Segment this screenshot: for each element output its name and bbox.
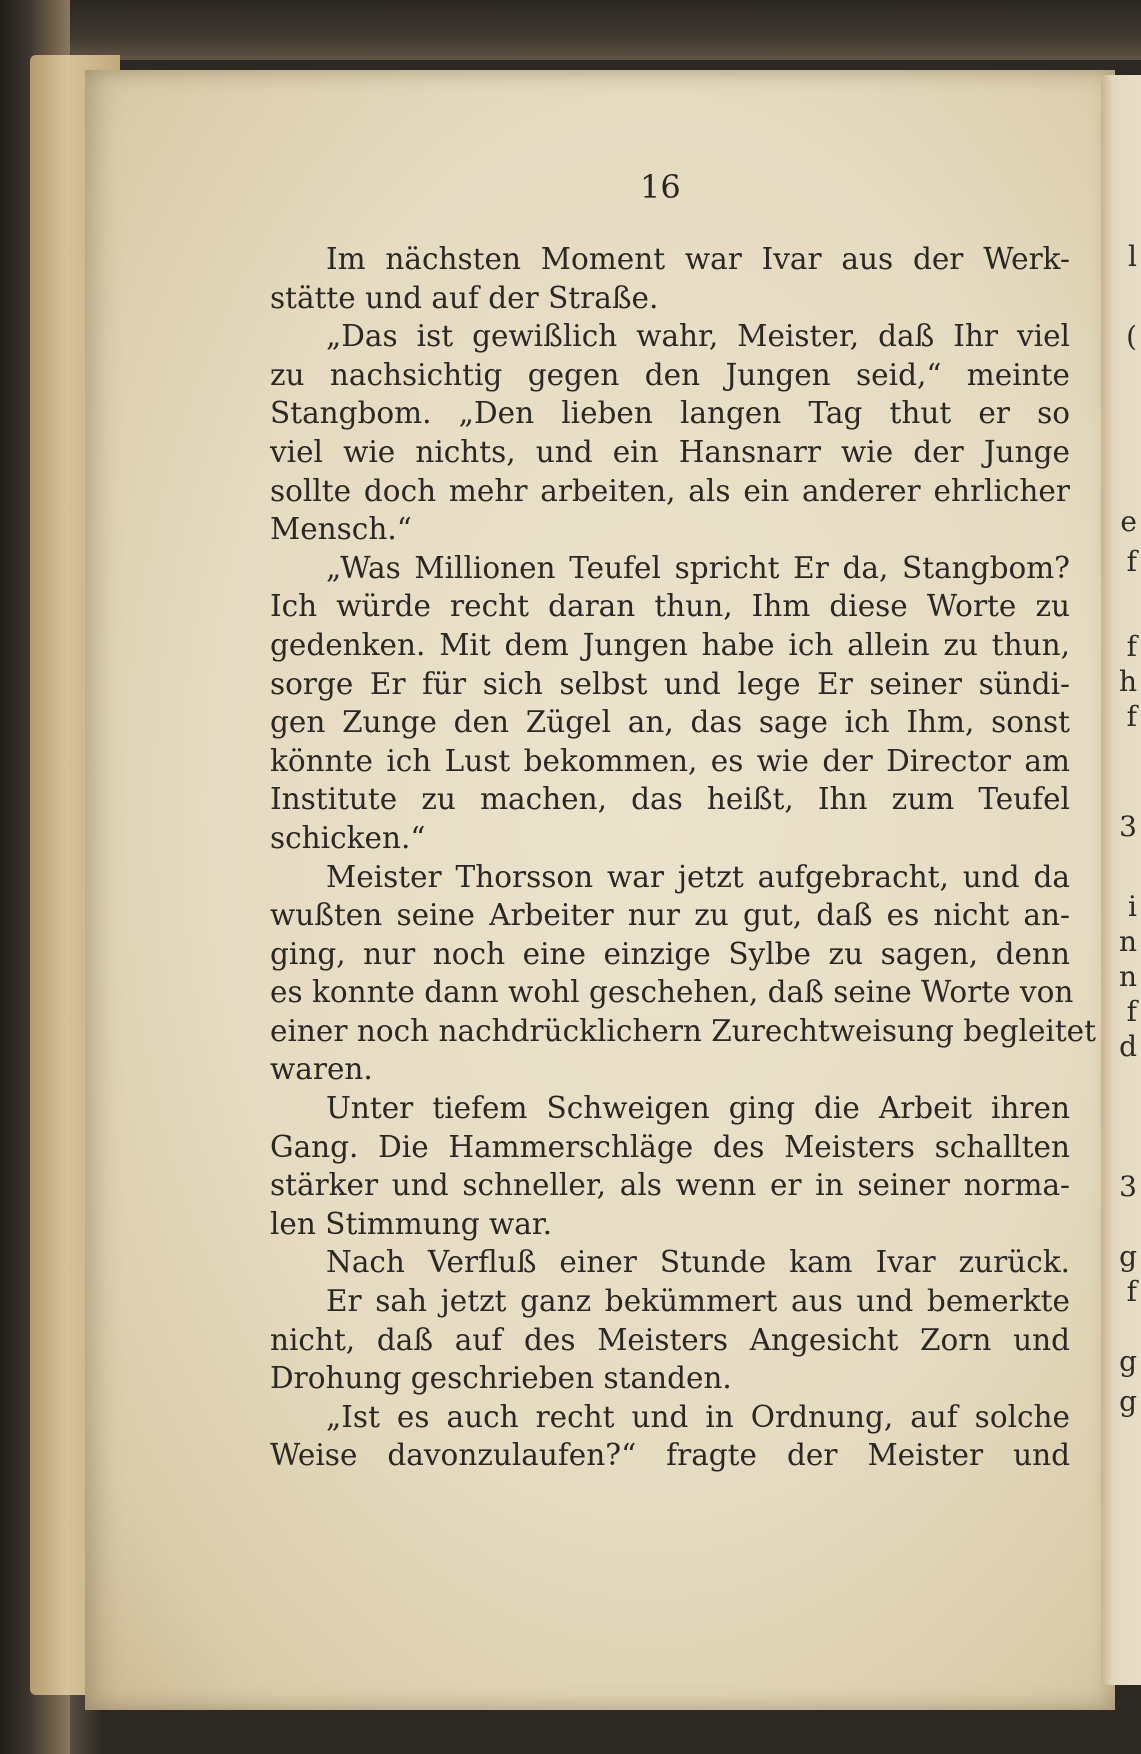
adjacent-glyph: 3 <box>1119 810 1137 843</box>
text-line: sorge Er für sich selbst und lege Er seiner sündi- <box>270 666 1070 701</box>
adjacent-glyph: l <box>1128 240 1137 273</box>
text-line: Nach Verfluß einer Stunde kam Ivar zurück. <box>326 1245 1070 1280</box>
text-line: Mensch.“ <box>270 512 412 547</box>
text-line: könnte ich Lust bekommen, es wie der Director am <box>270 743 1070 778</box>
adjacent-glyph: h <box>1118 665 1137 698</box>
text-line: einer noch nachdrücklichern Zurechtweisung begleitet <box>270 1013 1096 1048</box>
text-line: „Ist es auch recht und in Ordnung, auf solche <box>326 1399 1070 1434</box>
text-line: Meister Thorsson war jetzt aufgebracht, und da <box>326 859 1070 894</box>
text-line: Gang. Die Hammerschläge des Meisters schallten <box>270 1129 1070 1164</box>
text-line: Weise davonzulaufen?“ fragte der Meister und <box>270 1438 1070 1473</box>
adjacent-glyph: g <box>1119 1240 1137 1273</box>
text-line: Im nächsten Moment war Ivar aus der Werk- <box>326 242 1070 276</box>
adjacent-glyph: g <box>1119 1385 1137 1418</box>
adjacent-glyph: 3 <box>1119 1170 1137 1203</box>
text-line: Institute zu machen, das heißt, Ihn zum Teufel <box>270 782 1070 817</box>
text-line: ging, nur noch eine einzige Sylbe zu sagen, denn <box>270 936 1070 971</box>
text-line: sollte doch mehr arbeiten, als ein anderer ehrlicher <box>270 473 1070 508</box>
text-line: schicken.“ <box>270 820 426 855</box>
text-line: gen Zunge den Zügel an, das sage ich Ihm, sonst <box>270 705 1070 740</box>
text-line: wußten seine Arbeiter nur zu gut, daß es nicht an- <box>270 898 1070 933</box>
adjacent-glyph: e <box>1120 505 1137 538</box>
text-line: es konnte dann wohl geschehen, daß seine Worte von <box>270 975 1074 1010</box>
text-line: Unter tiefem Schweigen ging die Arbeit ihren <box>326 1091 1070 1126</box>
adjacent-glyph: f <box>1126 545 1137 578</box>
text-line: „Was Millionen Teufel spricht Er da, Stangbom? <box>326 550 1070 585</box>
page-number: 16 <box>640 168 681 206</box>
adjacent-glyph: f <box>1126 995 1137 1028</box>
adjacent-glyph: n <box>1118 960 1137 993</box>
text-line: Ich würde recht daran thun, Ihm diese Worte zu <box>270 589 1070 624</box>
text-line: stärker und schneller, als wenn er in seiner norma- <box>270 1168 1070 1203</box>
adjacent-glyph: g <box>1119 1345 1137 1378</box>
body-text <box>270 240 1096 1475</box>
text-line: waren. <box>270 1052 373 1087</box>
adjacent-glyph: f <box>1126 1275 1137 1308</box>
text-line: „Das ist gewißlich wahr, Meister, daß Ihr viel <box>326 319 1070 354</box>
adjacent-page-edge <box>1101 75 1141 1685</box>
adjacent-glyph: d <box>1119 1030 1137 1063</box>
text-line: zu nachsichtig gegen den Jungen seid,“ meinte <box>270 357 1070 392</box>
adjacent-glyph: f <box>1126 700 1137 733</box>
adjacent-glyph: i <box>1128 890 1137 923</box>
text-line: nicht, daß auf des Meisters Angesicht Zorn und <box>270 1322 1070 1357</box>
adjacent-glyph: ( <box>1126 320 1137 353</box>
text-line: Stangbom. „Den lieben langen Tag thut er so <box>270 396 1070 431</box>
text-line: Drohung geschrieben standen. <box>270 1361 732 1396</box>
book-top-edge <box>0 0 1141 60</box>
text-line: stätte und auf der Straße. <box>270 280 659 315</box>
text-line: gedenken. Mit dem Jungen habe ich allein zu thun, <box>270 627 1070 662</box>
text-line: Er sah jetzt ganz bekümmert aus und bemerkte <box>326 1284 1070 1319</box>
adjacent-glyph: f <box>1126 630 1137 663</box>
adjacent-glyph: n <box>1118 925 1137 958</box>
text-line: len Stimmung war. <box>270 1206 553 1241</box>
text-line: viel wie nichts, und ein Hansnarr wie der Junge <box>270 434 1070 469</box>
